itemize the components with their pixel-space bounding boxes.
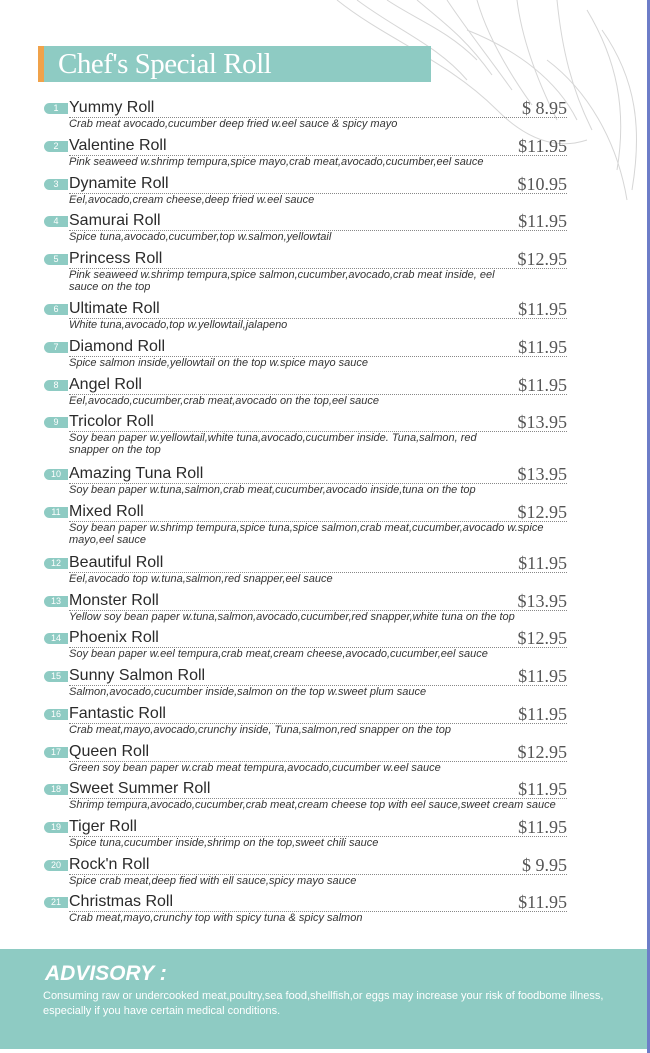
item-name: Fantastic Roll [69,705,166,722]
item-description: Spice crab meat,deep fied with ell sauce,spicy mayo sauce [69,875,357,887]
item-name: Sunny Salmon Roll [69,667,206,684]
menu-item [0,502,650,546]
item-name: Ultimate Roll [69,300,160,317]
item-price: $11.95 [518,817,567,837]
item-price: $11.95 [518,299,567,319]
item-price: $13.95 [517,464,567,484]
menu-item [0,705,650,743]
item-number-badge: 13 [44,596,68,607]
item-description: Crab meat,mayo,avocado,crunchy inside, Tuna,salmon,red snapper on the top [69,724,451,736]
menu-item [0,249,650,293]
menu-item [0,592,650,630]
item-name: Christmas Roll [69,893,174,910]
item-description: Green soy bean paper w.crab meat tempura,avocado,cucumber w.eel sauce [69,762,441,774]
advisory-text: Consuming raw or undercooked meat,poultry,sea food,shellfish,or eggs may increase your risk of foodbome illness, especially if you have certain medical conditions. [43,990,604,1017]
item-name-row [69,300,567,319]
item-name-row [69,629,567,648]
item-description: Spice salmon inside,yellowtail on the top w.spice mayo sauce [69,357,368,369]
item-price: $11.95 [518,666,567,686]
item-price: $11.95 [518,779,567,799]
item-number-badge: 16 [44,709,68,720]
item-name-row [69,856,567,875]
item-name-row [69,818,567,837]
item-price: $12.95 [517,628,567,648]
item-number-badge: 21 [44,897,68,908]
item-name-row [69,338,567,357]
item-number-badge: 3 [44,179,68,190]
item-price: $ 8.95 [522,98,567,118]
item-price: $13.95 [517,591,567,611]
item-description: Soy bean paper w.shrimp tempura,spice tuna,spice salmon,crab meat,cucumber,avocado w.spice mayo,eel sauce [69,522,544,546]
item-name: Diamond Roll [69,338,166,355]
item-name: Amazing Tuna Roll [69,465,204,482]
item-name-row [69,554,567,573]
item-name: Mixed Roll [69,503,144,520]
item-number-badge: 6 [44,304,68,315]
item-description: Crab meat avocado,cucumber deep fried w.eel sauce & spicy mayo [69,118,398,130]
menu-item [0,300,650,338]
item-description: White tuna,avocado,top w.yellowtail,jalapeno [69,319,288,331]
item-price: $ 9.95 [522,855,567,875]
item-name: Sweet Summer Roll [69,780,211,797]
item-name-row [69,376,567,395]
menu-item [0,818,650,856]
item-name: Samurai Roll [69,212,161,229]
item-number-badge: 7 [44,342,68,353]
menu-item [0,212,650,250]
item-number-badge: 14 [44,633,68,644]
item-number-badge: 5 [44,254,68,265]
item-number-badge: 9 [44,417,68,428]
item-price: $12.95 [517,249,567,269]
advisory-heading: ADVISORY : [45,962,167,985]
item-name: Tiger Roll [69,818,137,835]
item-price: $11.95 [518,211,567,231]
item-price: $11.95 [518,892,567,912]
item-description: Soy bean paper w.yellowtail,white tuna,avocado,cucumber inside. Tuna,salmon, red snapper on the top [69,432,477,456]
section-title: Chef's Special Roll [58,48,272,80]
menu-item [0,412,650,456]
item-price: $13.95 [517,412,567,432]
item-description: Crab meat,mayo,crunchy top with spicy tuna & spicy salmon [69,912,363,924]
item-name-row [69,743,567,762]
item-price: $11.95 [518,553,567,573]
item-name: Princess Roll [69,250,163,267]
item-description: Pink seaweed w.shrimp tempura,spice mayo,crab meat,avocado,cucumber,eel sauce [69,156,484,168]
item-description: Spice tuna,cucumber inside,shrimp on the top,sweet chili sauce [69,837,379,849]
item-description: Salmon,avocado,cucumber inside,salmon on the top w.sweet plum sauce [69,686,427,698]
item-name: Rock'n Roll [69,856,150,873]
item-number-badge: 20 [44,860,68,871]
item-name: Valentine Roll [69,137,167,154]
item-description: Eel,avocado,cream cheese,deep fried w.eel sauce [69,194,315,206]
item-name-row [69,503,567,522]
item-name: Phoenix Roll [69,629,159,646]
item-name-row [69,99,567,118]
item-description: Spice tuna,avocado,cucumber,top w.salmon,yellowtail [69,231,332,243]
item-name: Tricolor Roll [69,413,154,430]
item-name-row [69,893,567,912]
item-description: Soy bean paper w.eel tempura,crab meat,cream cheese,avocado,cucumber,eel sauce [69,648,488,660]
menu-item [0,175,650,213]
item-name-row [69,212,567,231]
item-number-badge: 2 [44,141,68,152]
menu-item [0,554,650,592]
item-number-badge: 10 [44,469,68,480]
item-description: Soy bean paper w.tuna,salmon,crab meat,cucumber,avocado inside,tuna on the top [69,484,476,496]
item-number-badge: 18 [44,784,68,795]
item-number-badge: 4 [44,216,68,227]
menu-item [0,338,650,376]
advisory-box [0,949,647,1049]
menu-item [0,137,650,175]
item-number-badge: 11 [44,507,68,518]
item-number-badge: 17 [44,747,68,758]
item-name-row [69,705,567,724]
menu-item [0,856,650,894]
item-number-badge: 19 [44,822,68,833]
menu-item [0,743,650,781]
item-number-badge: 1 [44,103,68,114]
item-name-row [69,175,567,194]
item-name-row [69,465,567,484]
item-name-row [69,250,567,269]
item-description: Shrimp tempura,avocado,cucumber,crab meat,cream cheese top with eel sauce,sweet cream sauce [69,799,556,811]
item-price: $12.95 [517,502,567,522]
item-number-badge: 15 [44,671,68,682]
item-name: Monster Roll [69,592,159,609]
item-price: $10.95 [517,174,567,194]
item-number-badge: 8 [44,380,68,391]
menu-item [0,376,650,414]
item-price: $11.95 [518,704,567,724]
item-name: Queen Roll [69,743,150,760]
item-price: $12.95 [517,742,567,762]
item-name-row [69,413,567,432]
item-name-row [69,780,567,799]
menu-item [0,893,650,931]
item-description: Eel,avocado top w.tuna,salmon,red snapper,eel sauce [69,573,333,585]
item-number-badge: 12 [44,558,68,569]
item-name-row [69,137,567,156]
item-name: Beautiful Roll [69,554,164,571]
item-price: $11.95 [518,337,567,357]
item-description: Pink seaweed w.shrimp tempura,spice salmon,cucumber,avocado,crab meat inside, eel sauce on the top [69,269,495,293]
item-name: Dynamite Roll [69,175,169,192]
menu-item [0,629,650,667]
item-description: Eel,avocado,cucumber,crab meat,avocado on the top,eel sauce [69,395,380,407]
menu-item [0,99,650,137]
item-name: Angel Roll [69,376,142,393]
item-price: $11.95 [518,136,567,156]
item-name-row [69,667,567,686]
item-price: $11.95 [518,375,567,395]
menu-item [0,780,650,818]
item-description: Yellow soy bean paper w.tuna,salmon,avocado,cucumber,red snapper,white tuna on the top [69,611,515,623]
menu-item [0,667,650,705]
item-name: Yummy Roll [69,99,155,116]
menu-item [0,465,650,503]
item-name-row [69,592,567,611]
